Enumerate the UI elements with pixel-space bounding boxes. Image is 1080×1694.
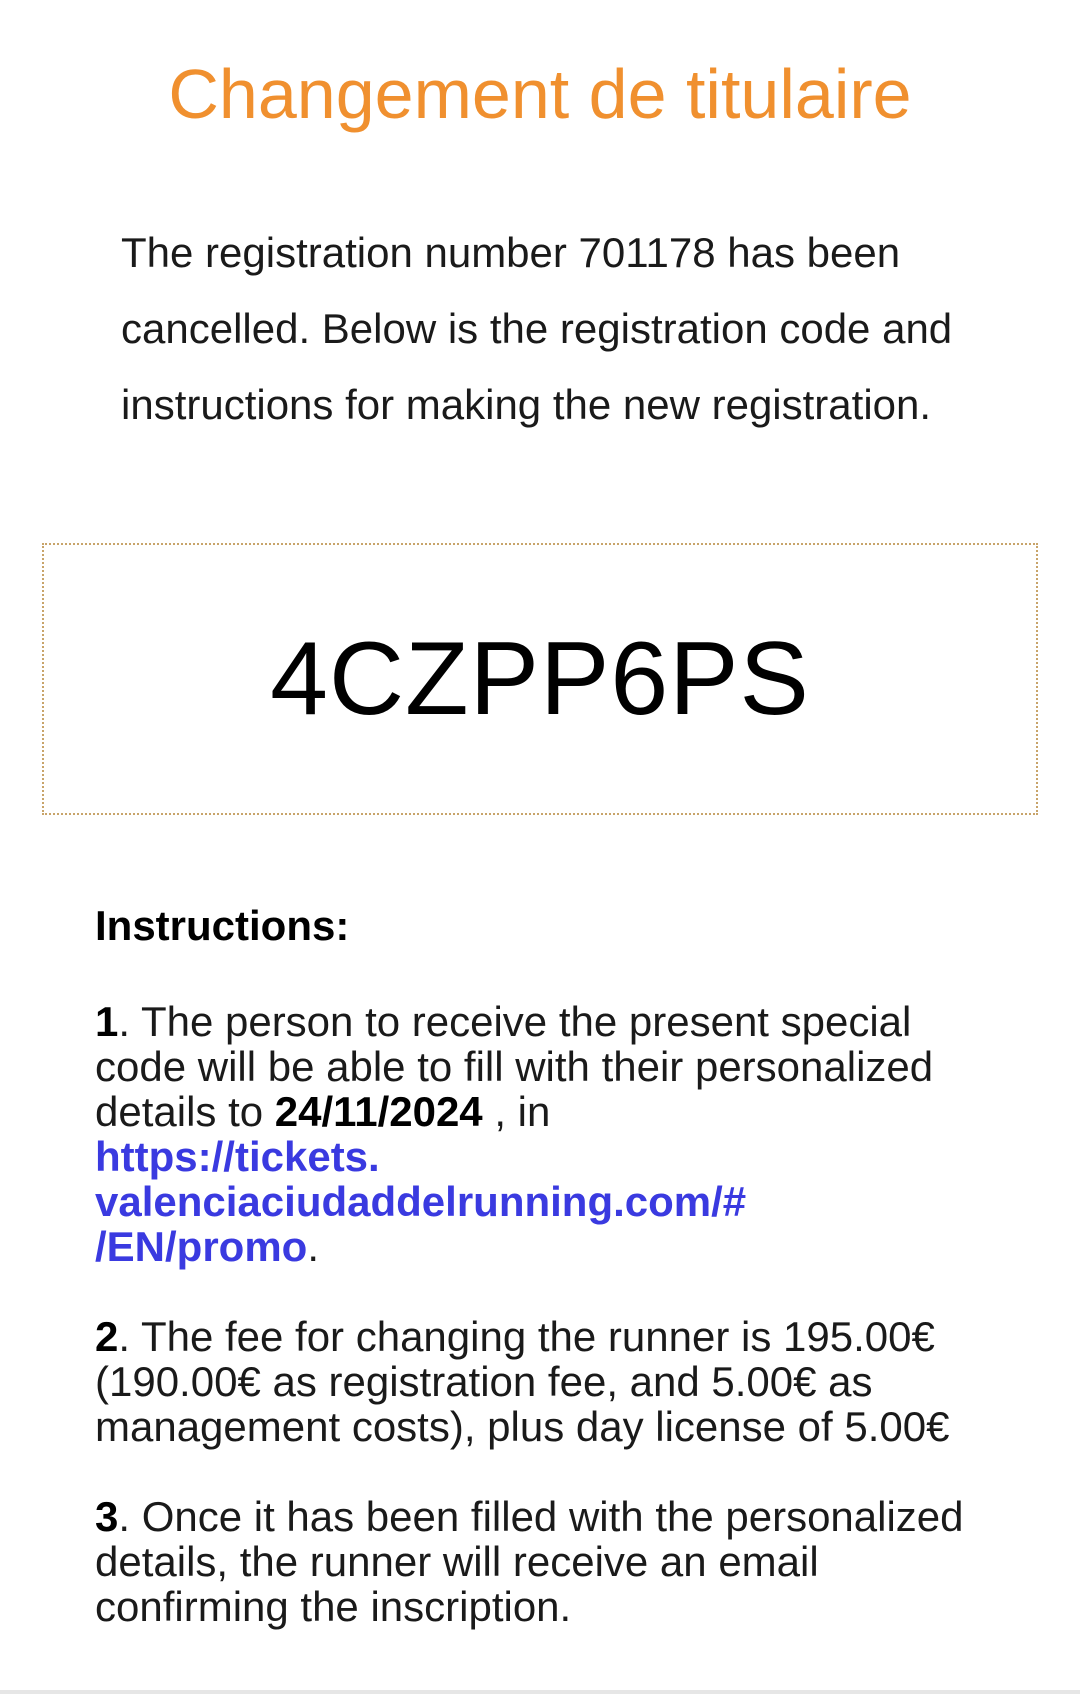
step-number: 3: [95, 1493, 119, 1540]
registration-code-box: [42, 543, 1038, 815]
promo-link-part[interactable]: /EN/promo: [95, 1223, 308, 1270]
step-text: . The fee for changing the runner is 195.00€ (190.00€ as registration fee, and 5.00€ as management costs), plus day license of 5.00€: [95, 1313, 950, 1450]
page-title: Changement de titulaire: [168, 55, 912, 133]
instruction-step-1: [95, 999, 995, 1269]
step-text: . The person to receive the present special code will be able to fill with their personalized details to: [95, 998, 934, 1135]
instructions-heading: Instructions:: [95, 902, 350, 949]
step-text: , in: [482, 1088, 551, 1135]
promo-link[interactable]: [95, 1133, 746, 1270]
registration-code[interactable]: 4CZPP6PS: [270, 621, 810, 737]
step-number: 1: [95, 998, 119, 1045]
instruction-step-3: [95, 1494, 995, 1629]
deadline-date: 24/11/2024: [274, 1088, 483, 1135]
promo-link-part[interactable]: valenciaciudaddelrunning.com/#: [95, 1178, 747, 1225]
step-text: . Once it has been filled with the personalized details, the runner will receive an email confirming the inscription.: [95, 1493, 964, 1630]
instruction-step-2: [95, 1314, 995, 1449]
intro-text: The registration number 701178 has been cancelled. Below is the registration code and instructions for making the new registration.: [121, 229, 953, 428]
step-text: .: [307, 1223, 320, 1270]
step-number: 2: [95, 1313, 119, 1360]
instructions-section: [95, 898, 995, 1674]
promo-link-part[interactable]: https://tickets.: [95, 1133, 380, 1180]
bottom-divider: [0, 1690, 1080, 1694]
